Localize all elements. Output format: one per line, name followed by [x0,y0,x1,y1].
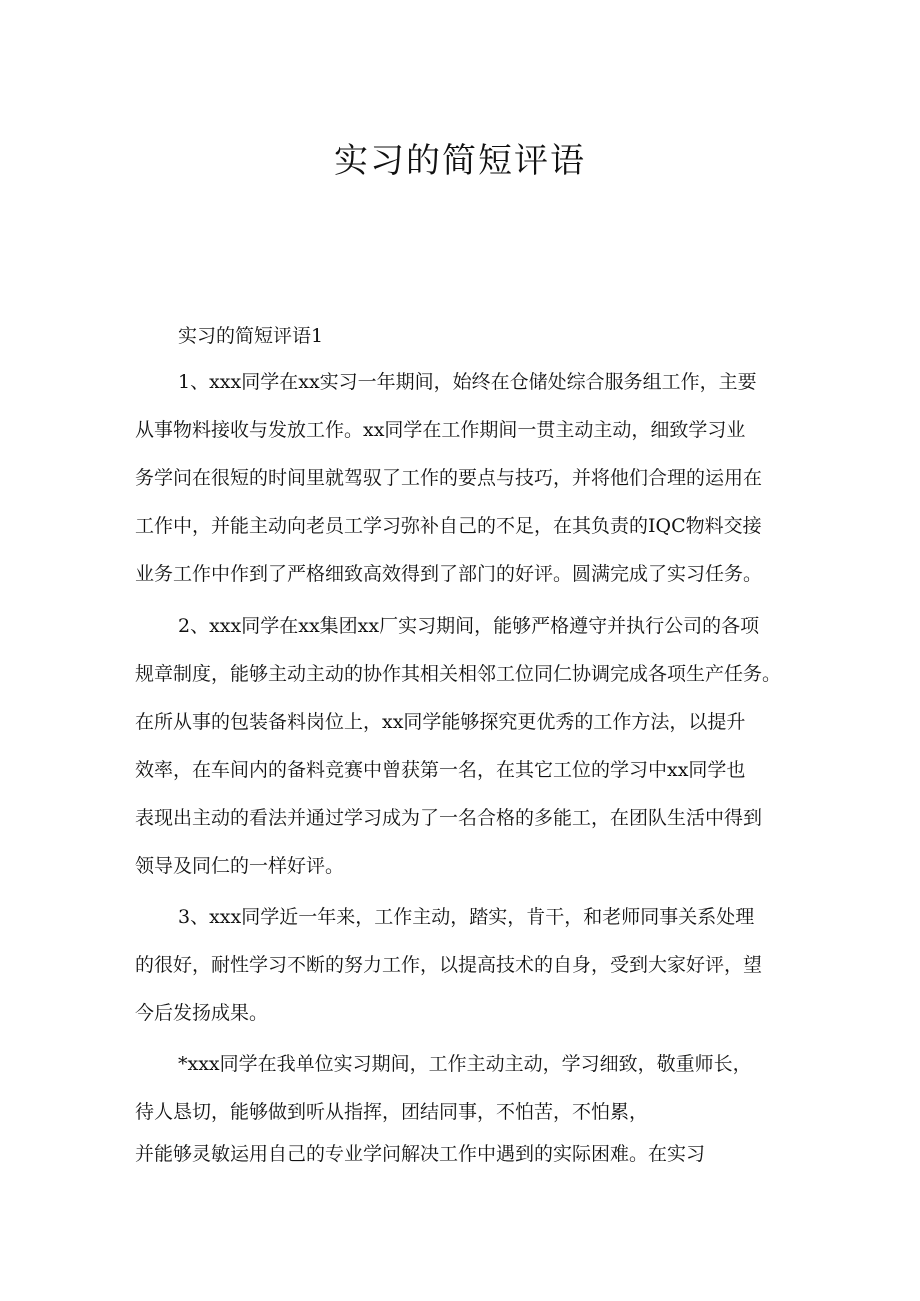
paragraph-line: 1、xxx同学在xx实习一年期间，始终在仓储处综合服务组工作，主要 [178,371,757,393]
paragraph-line: *xxx同学在我单位实习期间，工作主动主动，学习细致，敬重师长， [178,1053,752,1075]
paragraph-3 [135,893,795,1037]
paragraph-1 [135,358,795,598]
document-title: 实习的简短评语 [334,141,586,181]
section-heading: 实习的简短评语1 [178,325,324,347]
paragraph-line: 并能够灵敏运用自己的专业学问解决工作中遇到的实际困难。在实习 [135,1143,706,1165]
paragraph-line: 工作中，并能主动向老员工学习弥补自己的不足，在其负责的IQC物料交接 [135,515,762,537]
paragraph-line: 规章制度，能够主动主动的协作其相关相邻工位同仁协调完成各项生产任务。 [135,663,782,685]
paragraph-line: 从事物料接收与发放工作。xx同学在工作期间一贯主动主动，细致学习业 [135,419,746,441]
paragraph-line: 今后发扬成果。 [135,1002,269,1024]
paragraph-line: 表现出主动的看法并通过学习成为了一名合格的多能工，在团队生活中得到 [135,807,763,829]
paragraph-line: 3、xxx同学近一年来，工作主动，踏实，肯干，和老师同事关系处理 [178,906,755,928]
paragraph-2 [135,602,795,890]
paragraph-4 [135,1040,795,1172]
paragraph-line: 的很好，耐性学习不断的努力工作，以提高技术的自身，受到大家好评，望 [135,954,763,976]
paragraph-line: 在所从事的包装备料岗位上，xx同学能够探究更优秀的工作方法，以提升 [135,711,746,733]
paragraph-line: 2、xxx同学在xx集团xx厂实习期间，能够严格遵守并执行公司的各项 [178,615,760,637]
paragraph-line: 业务工作中作到了严格细致高效得到了部门的好评。圆满完成了实习任务。 [135,563,763,585]
paragraph-line: 领导及同仁的一样好评。 [135,855,345,877]
paragraph-line: 务学问在很短的时间里就驾驭了工作的要点与技巧，并将他们合理的运用在 [135,467,763,489]
paragraph-line: 待人恳切，能够做到听从指挥，团结同事，不怕苦，不怕累， [135,1101,649,1123]
paragraph-line: 效率，在车间内的备料竞赛中曾获第一名，在其它工位的学习中xx同学也 [135,759,746,781]
